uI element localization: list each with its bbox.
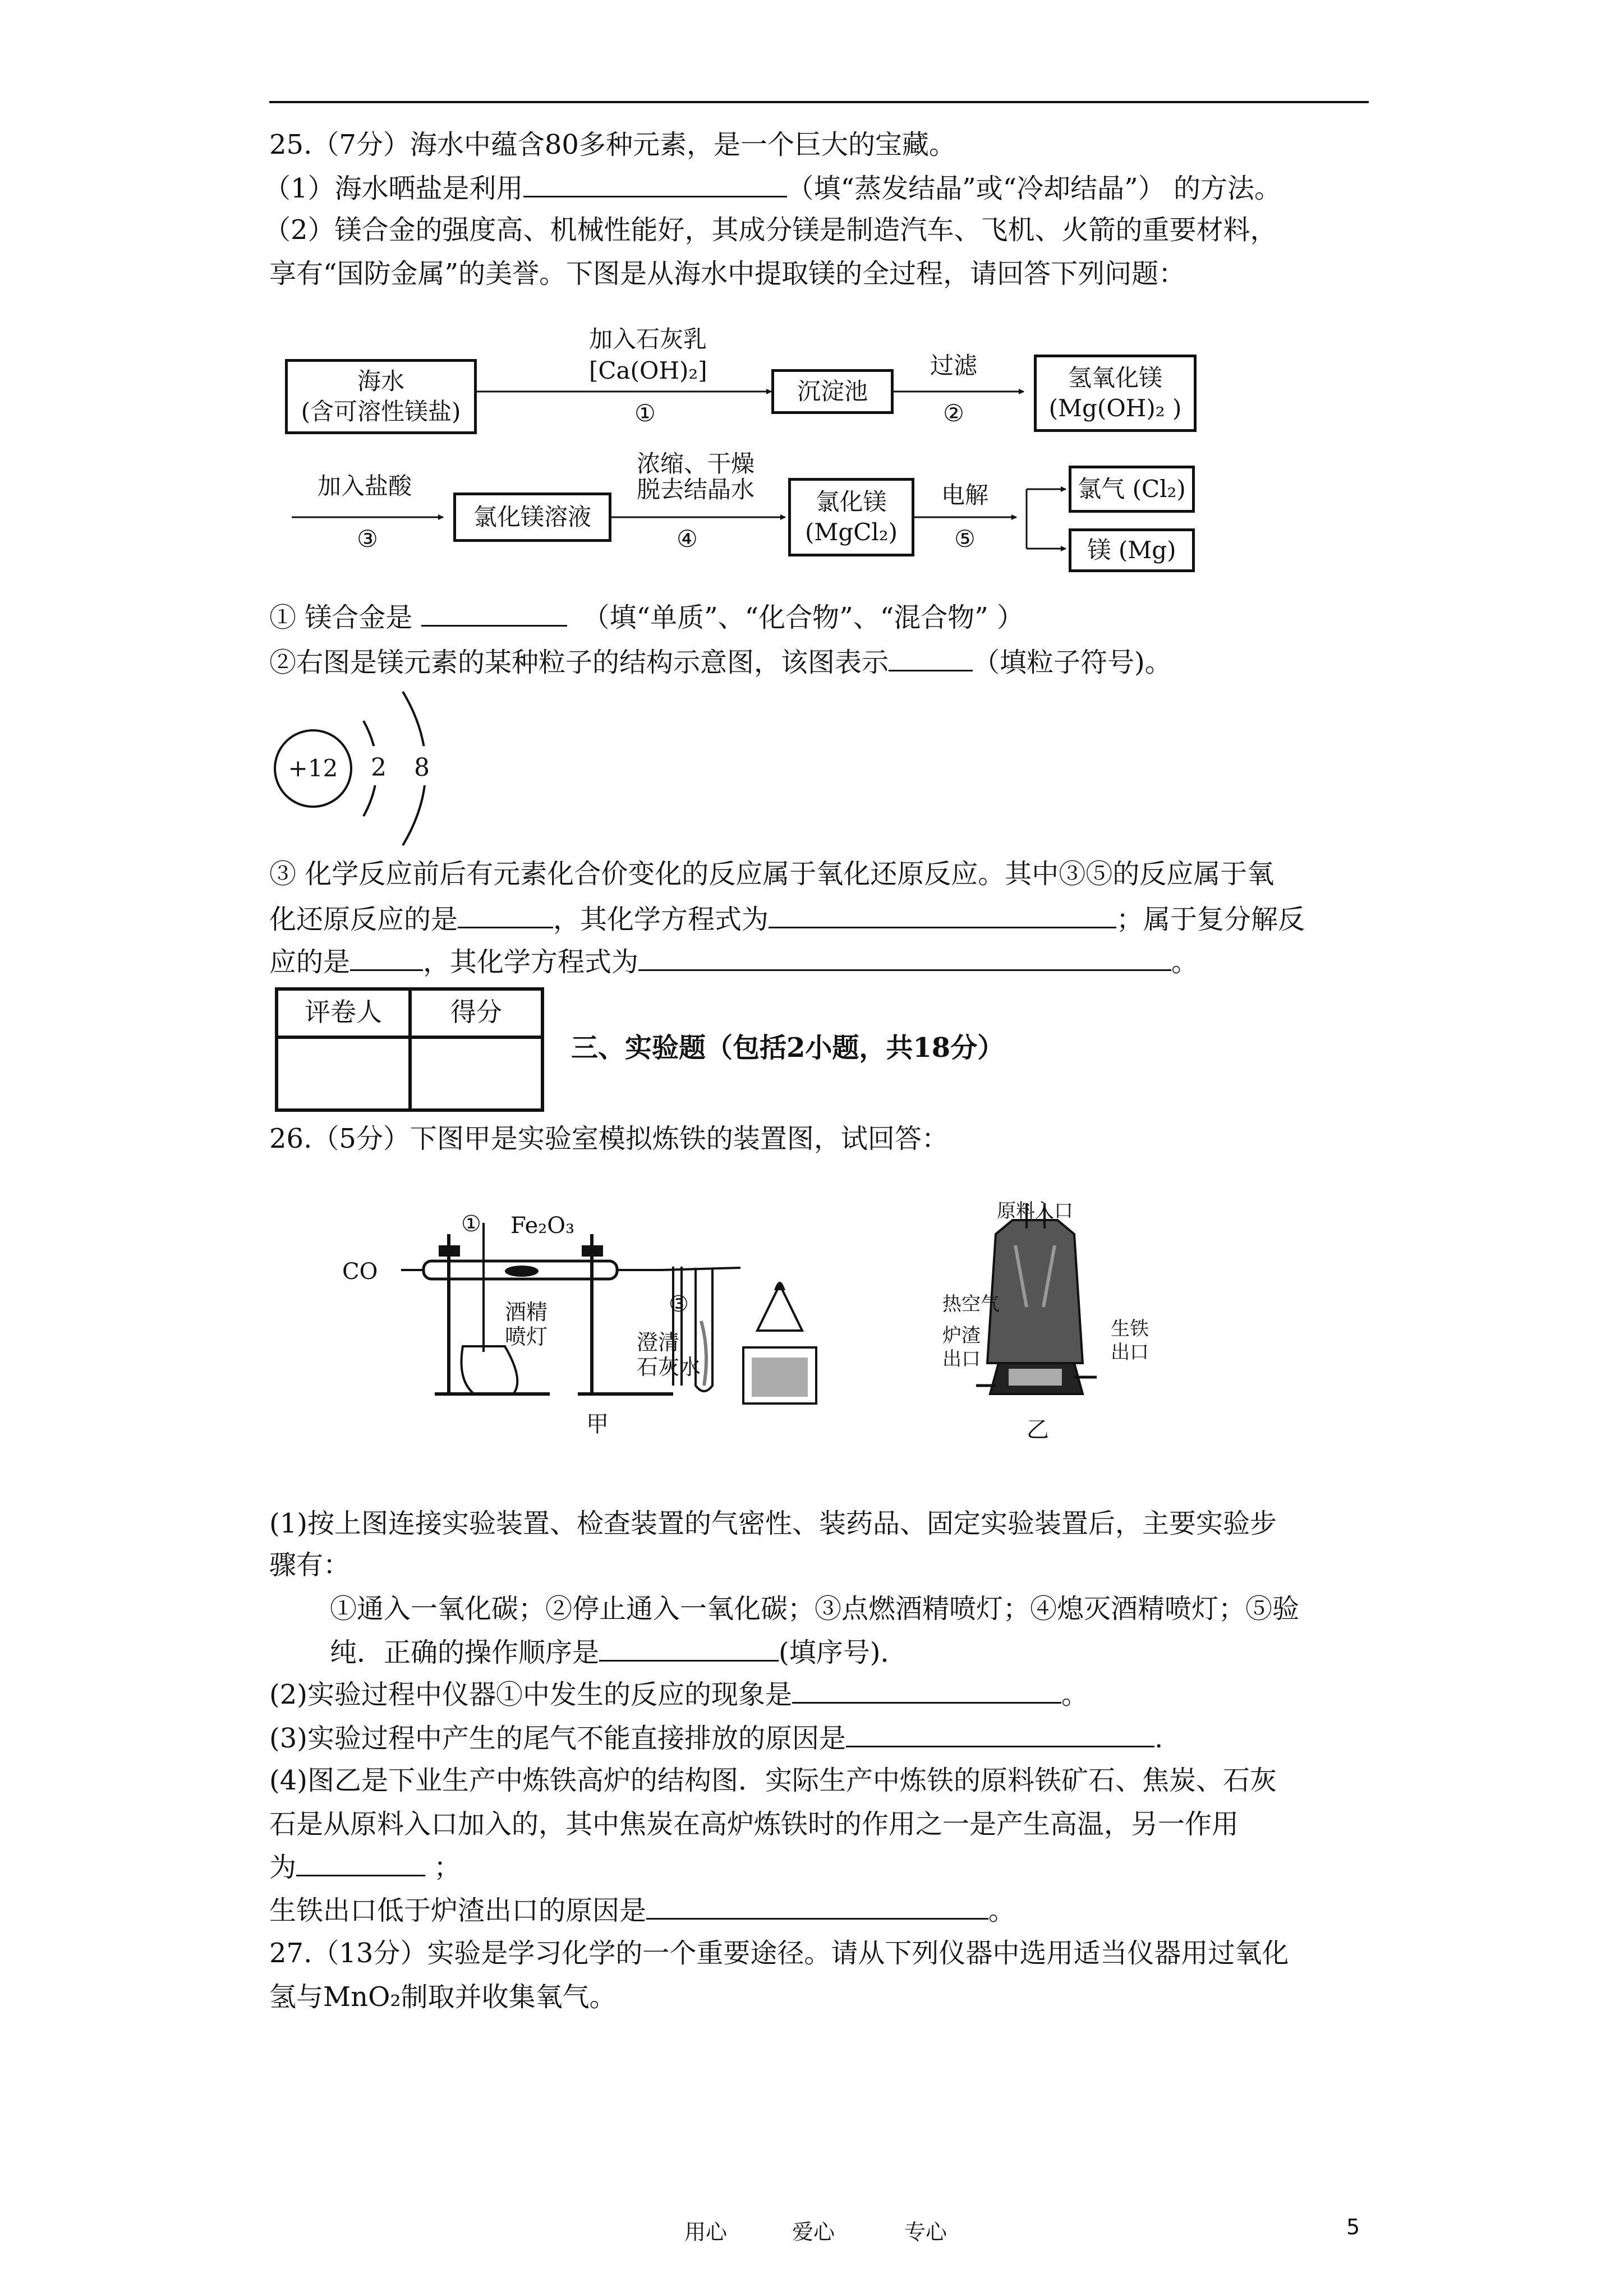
footer-motto-1: 用心 <box>684 2220 728 2244</box>
answer-blank[interactable] <box>638 945 1171 971</box>
q25-sub3-line2: 化还原反应的是 ，其化学方程式为 ；属于复分解反 <box>269 902 1305 936</box>
answer-blank[interactable] <box>889 645 973 671</box>
answer-blank[interactable] <box>792 1677 1061 1704</box>
q26-part1-line1: (1)按上图连接实验装置、检查装置的气密性、装药品、固定实验装置后，主要实验步 <box>269 1508 1277 1539</box>
nucleus-charge: +12 <box>288 754 338 782</box>
flow-arrow1-formula: [Ca(OH)₂] <box>589 357 707 384</box>
q25-sub3-line1: ③ 化学反应前后有元素化合价变化的反应属于氧化还原反应。其中③⑤的反应属于氧 <box>269 858 1275 890</box>
flow-box-magnesium-hydroxide: 氢氧化镁 (Mg(OH)₂ ) <box>1034 355 1197 432</box>
label-limewater-2: 石灰水 <box>637 1355 701 1379</box>
answer-blank[interactable] <box>296 1850 425 1876</box>
q25-sub1: ① 镁合金是 （填“单质”、“化合物”、“混合物” ） <box>269 600 1024 634</box>
score-table-grader-cell[interactable] <box>278 1039 408 1108</box>
answer-blank[interactable] <box>421 600 567 627</box>
q25-part2-line2: 享有“国防金属”的美誉。下图是从海水中提取镁的全过程，请回答下列问题： <box>269 258 1186 289</box>
flow-box-magnesium: 镁 (Mg) <box>1069 528 1195 572</box>
score-table-score-cell[interactable] <box>412 1039 541 1108</box>
flow-arrow4-label-1: 浓缩、干燥 <box>636 450 755 477</box>
label-iron-outlet-1: 生铁 <box>1111 1318 1149 1340</box>
label-raw-material-inlet: 原料入口 <box>997 1200 1073 1222</box>
label-burner-1: 酒精 <box>505 1300 548 1324</box>
q27-line2: 氢与MnO₂制取并收集氧气。 <box>269 1981 617 2013</box>
flow-box-seawater: 海水 (含可溶性镁盐) <box>285 359 477 434</box>
label-co: CO <box>342 1259 378 1285</box>
flow-box-mgcl2-solution: 氯化镁溶液 <box>453 493 611 542</box>
shell-2-electrons: 8 <box>414 753 430 782</box>
label-fe2o3: Fe₂O₃ <box>510 1213 575 1239</box>
flow-arrow2-label: 过滤 <box>930 352 977 379</box>
flow-arrow4-label-2: 脱去结晶水 <box>636 476 755 503</box>
label-slag-outlet-2: 出口 <box>942 1348 981 1370</box>
figure-a-lab-apparatus <box>337 1200 898 1447</box>
q26-title: 26.（5分）下图甲是实验室模拟炼铁的装置图，试回答： <box>269 1123 949 1154</box>
q26-part4-line2: 石是从原料入口加入的，其中焦炭在高炉炼铁时的作用之一是产生高温，另一作用 <box>269 1809 1239 1840</box>
flow-arrow5-label: 电解 <box>941 481 988 509</box>
flow-arrow3-label: 加入盐酸 <box>317 472 412 500</box>
label-instrument-3: ③ <box>669 1291 689 1317</box>
q25-sub3-line3: 应的是 ，其化学方程式为 。 <box>269 945 1198 979</box>
label-burner-2: 喷灯 <box>505 1324 548 1349</box>
flow-box-chlorine: 氯气 (Cl₂) <box>1069 466 1195 513</box>
q26-part1-line2: 骤有： <box>269 1549 351 1581</box>
answer-blank[interactable] <box>769 902 1116 928</box>
q26-part3: (3)实验过程中产生的尾气不能直接排放的原因是 . <box>269 1721 1163 1755</box>
flow-step-3: ③ <box>357 525 378 553</box>
figure-b-blast-furnace <box>942 1195 1167 1447</box>
figure-a-caption: 甲 <box>586 1411 609 1437</box>
page-number: 5 <box>1346 2215 1360 2239</box>
flow-step-4: ④ <box>677 525 698 553</box>
answer-blank[interactable] <box>846 1721 1154 1747</box>
flow-step-1: ① <box>634 399 656 427</box>
flow-box-sediment-tank: 沉淀池 <box>771 369 894 414</box>
q26-part1-order: 纯．正确的操作顺序是 (填序号)． <box>330 1635 907 1669</box>
label-limewater-1: 澄清 <box>637 1330 680 1355</box>
shell-1-electrons: 2 <box>371 753 387 782</box>
q26-part4-line1: (4)图乙是下业生产中炼铁高炉的结构图．实际生产中炼铁的原料铁矿石、焦炭、石灰 <box>269 1765 1277 1796</box>
label-instrument-1: ① <box>461 1211 481 1237</box>
q26-part4-line3: 为 ； <box>269 1850 461 1884</box>
q25-part1: （1）海水晒盐是利用 （填“蒸发结晶”或“冷却结晶”） 的方法。 <box>264 171 1281 205</box>
q25-part2-line1: （2）镁合金的强度高、机械性能好，其成分镁是制造汽车、飞机、火箭的重要材料， <box>264 214 1277 246</box>
score-table <box>275 987 544 1112</box>
answer-blank[interactable] <box>458 902 553 928</box>
score-table-score-header: 得分 <box>450 997 502 1027</box>
section-3-heading: 三、实验题（包括2小题，共18分） <box>571 1032 1005 1064</box>
flow-box-magnesium-chloride: 氯化镁 (MgCl₂) <box>788 478 914 556</box>
label-hot-air: 热空气 <box>942 1293 1000 1315</box>
score-table-grader-header: 评卷人 <box>305 997 382 1027</box>
flow-arrow1-label: 加入石灰乳 <box>589 325 707 353</box>
q25-title: 25.（7分）海水中蕴含80多种元素，是一个巨大的宝藏。 <box>269 129 956 160</box>
label-iron-outlet-2: 出口 <box>1111 1341 1149 1364</box>
q26-part2: (2)实验过程中仪器①中发生的反应的现象是 。 <box>269 1677 1088 1711</box>
figure-b-caption: 乙 <box>1027 1417 1049 1443</box>
footer-motto-3: 专心 <box>904 2220 947 2244</box>
q26-part1-steps: ①通入一氧化碳；②停止通入一氧化碳；③点燃酒精喷灯；④熄灭酒精喷灯；⑤验 <box>330 1593 1300 1625</box>
flow-step-5: ⑤ <box>954 525 976 553</box>
answer-blank[interactable] <box>646 1893 988 1920</box>
q27-line1: 27.（13分）实验是学习化学的一个重要途径。请从下列仪器中选用适当仪器用过氧化 <box>269 1938 1289 1969</box>
label-slag-outlet-1: 炉渣 <box>942 1324 981 1347</box>
flow-step-2: ② <box>943 399 964 427</box>
mg-ion-structure-diagram <box>264 682 454 855</box>
answer-blank[interactable] <box>599 1635 779 1662</box>
furnace-body <box>987 1220 1083 1363</box>
footer-motto-2: 爱心 <box>792 2220 835 2244</box>
q25-sub2: ②右图是镁元素的某种粒子的结构示意图，该图表示 （填粒子符号)。 <box>269 645 1172 679</box>
q26-part4-line4: 生铁出口低于炉渣出口的原因是 。 <box>269 1893 1015 1927</box>
answer-blank[interactable] <box>350 945 423 971</box>
